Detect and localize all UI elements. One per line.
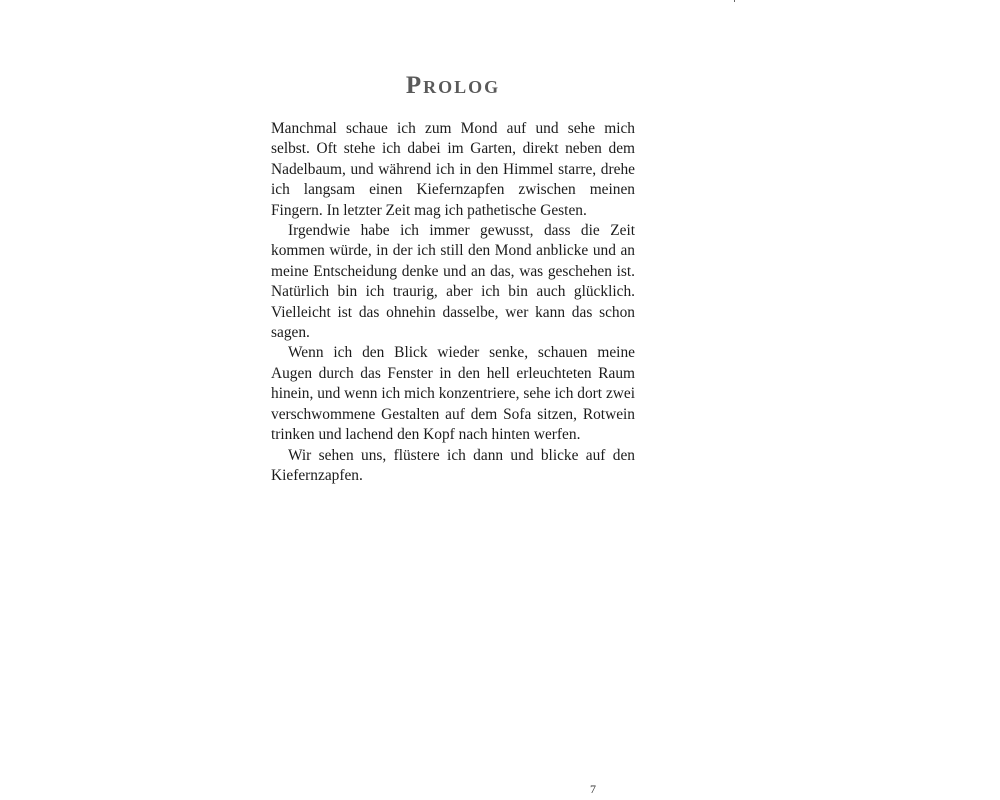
paragraph-3: Wenn ich den Blick wieder senke, schauen meine Augen durch das Fenster in den hell erleuchteten Raum hinein, und wenn ich mich konzentriere, sehe ich dort zwei verschwommene Gestalten auf dem Sofa sitzen, Rotwein trinken und lachend den Kopf nach hinten werfen. bbox=[271, 344, 635, 444]
page-number: 7 bbox=[590, 782, 596, 796]
chapter-body bbox=[271, 119, 635, 486]
paragraph-1: Manchmal schaue ich zum Mond auf und sehe mich selbst. Oft stehe ich dabei im Garten, direkt neben dem Nadelbaum, und während ich in den Himmel starre, drehe ich langsam einen Kiefernzapfen zwischen meinen Fingern. In letzter Zeit mag ich pathetische Gesten. bbox=[271, 120, 635, 219]
paragraph-2: Irgendwie habe ich immer gewusst, dass die Zeit kommen würde, in der ich still den Mond anblicke und an meine Entscheidung denke und an das, was geschehen ist. Natürlich bin ich traurig, aber ich bin auch glücklich. Vielleicht ist das ohnehin dasselbe, wer kann das schon sagen. bbox=[271, 222, 635, 342]
crop-mark bbox=[734, 0, 735, 2]
paragraph-4: Wir sehen uns, flüstere ich dann und blicke auf den Kiefernzapfen. bbox=[271, 446, 635, 484]
chapter-title: Prolog bbox=[405, 72, 501, 99]
